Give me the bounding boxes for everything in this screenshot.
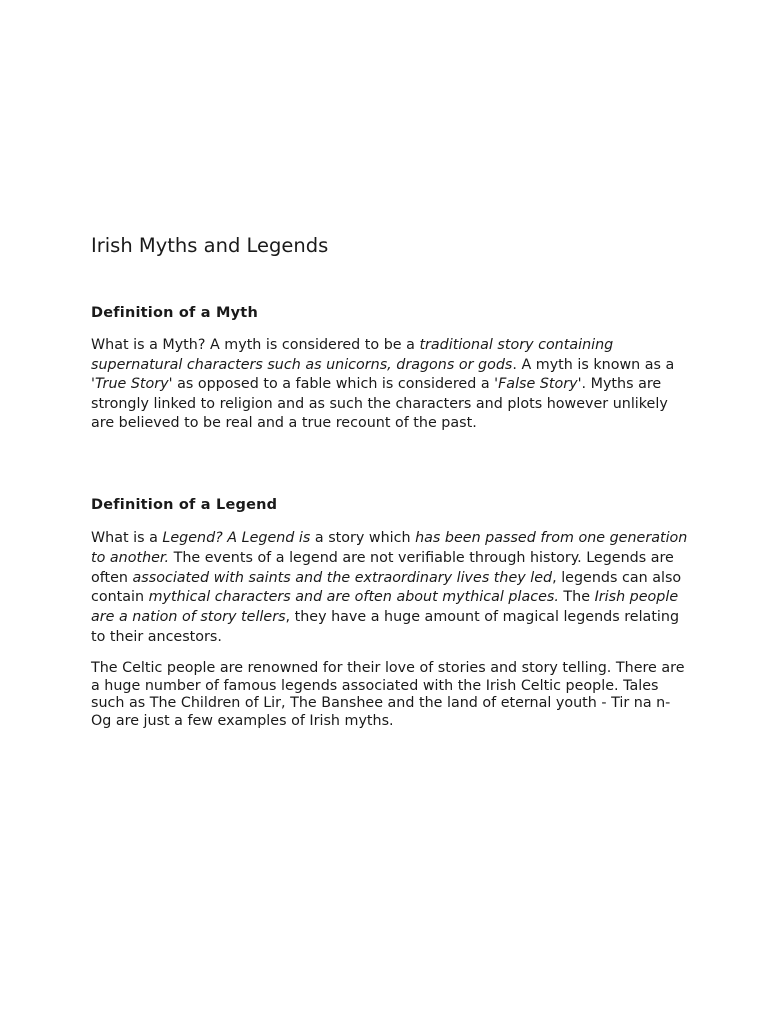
- text-run: traditional story containing supernatural characters such as unicorns, dragons or gods: [91, 337, 614, 373]
- text-run: True Story: [94, 376, 169, 393]
- text-run: has been passed from one generation to another.: [91, 530, 688, 566]
- text-run: What is a Myth? A myth is considered to be a: [91, 337, 420, 353]
- text-run: . A myth is known as a ': [91, 356, 675, 393]
- text-run: The events of a legend are not verifiable through history. Legends are often: [91, 549, 674, 586]
- section-heading-myth: Definition of a Myth: [91, 305, 258, 321]
- text-run: , legends can also contain: [91, 569, 682, 606]
- section-heading-legend: Definition of a Legend: [91, 497, 278, 513]
- text-run: associated with saints and the extraordinary lives they led: [132, 569, 553, 586]
- text-run: , they have a huge amount of magical legends relating to their ancestors.: [91, 609, 680, 645]
- text-run: Legend? A Legend is: [162, 530, 311, 546]
- text-run: False Story: [498, 376, 578, 393]
- myth-paragraph: [91, 336, 691, 434]
- text-run: Irish people are a nation of story tellers: [91, 589, 679, 626]
- text-run: ' as opposed to a fable which is considered a ': [168, 376, 499, 393]
- text-run: The: [558, 589, 595, 606]
- page-title: Irish Myths and Legends: [91, 234, 329, 257]
- text-run: a story which: [310, 530, 416, 546]
- text-run: What is a: [91, 530, 163, 546]
- celtic-paragraph: The Celtic people are renowned for their love of stories and story telling. There are a huge number of famous legends associated with the Irish Celtic people. Tales such as The Children of Lir, The Banshee and the land of eternal youth - Tir na n-Og are just a few examples of Irish myths.: [91, 660, 685, 729]
- text-run: mythical characters and are often about mythical places.: [148, 589, 559, 606]
- legend-paragraph: [91, 529, 691, 648]
- text-run: '. Myths are strongly linked to religion and as such the characters and plots however unlikely are believed to be real and a true recount of the past.: [91, 376, 668, 432]
